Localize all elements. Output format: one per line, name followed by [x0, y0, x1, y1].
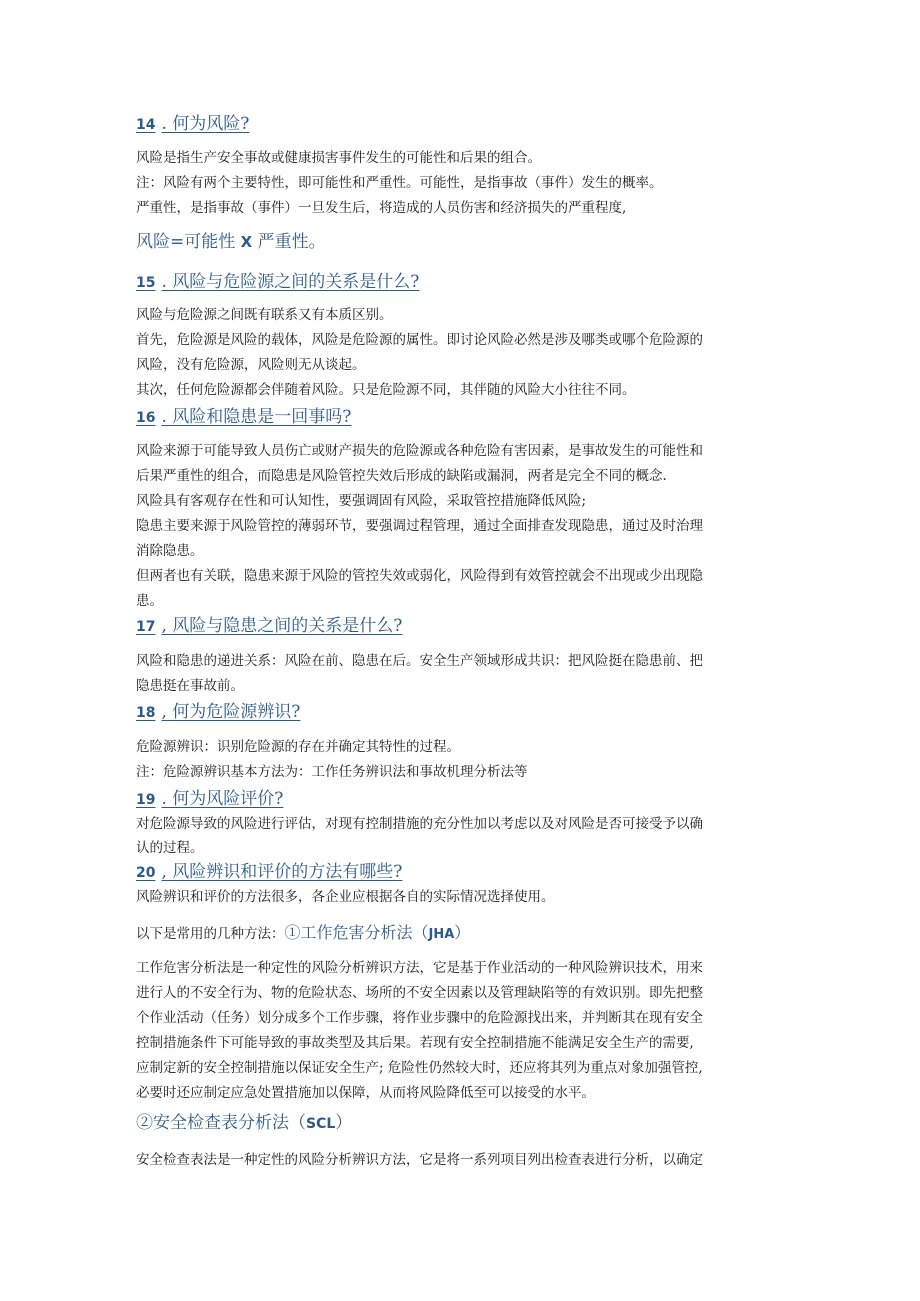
question-number: 14 — [136, 117, 156, 133]
paragraph-line: 隐患挺在事故前。 — [136, 678, 244, 694]
formula-post: 严重性。 — [252, 232, 326, 252]
paragraph-line: 个作业活动（任务）划分成多个工作步骤，将作业步骤中的危险源找出来，并判断其在现有安全 — [136, 1010, 703, 1026]
question-number: 15 — [136, 275, 156, 291]
paragraph-line: 对危险源导致的风险进行评估，对现有控制措施的充分性加以考虑以及对风险是否可接受予以确 — [136, 816, 703, 832]
question-title: , 风险辨识和评价的方法有哪些? — [161, 862, 403, 882]
question-title: . 风险和隐患是一回事吗? — [161, 407, 352, 427]
question-number: 20 — [136, 865, 156, 881]
paragraph-line: 必要时还应制定应急处置措施加以保障，从而将风险降低至可以接受的水平。 — [136, 1085, 595, 1101]
question-20-heading — [136, 861, 786, 884]
question-16-heading — [136, 406, 786, 429]
methods-intro-text: 以下是常用的几种方法： — [136, 926, 285, 942]
paragraph-line: 进行人的不安全行为、物的危险状态、场所的不安全因素以及管理缺陷等的有效识别。即先把整 — [136, 985, 703, 1001]
method-scl-abbr: SCL — [306, 1116, 336, 1132]
question-number: 18 — [136, 705, 156, 721]
formula-x: X — [240, 233, 253, 251]
paragraph-line: 严重性，是指事故（事件）一旦发生后，将造成的人员伤害和经济损失的严重程度, — [136, 200, 627, 216]
paragraph-line: 应制定新的安全控制措施以保证安全生产; 危险性仍然较大时，还应将其列为重点对象加强管控, — [136, 1060, 703, 1076]
paragraph-line: 风险和隐患的递进关系：风险在前、隐患在后。安全生产领域形成共识：把风险挺在隐患前、把 — [136, 653, 703, 669]
question-number: 16 — [136, 410, 156, 426]
risk-formula — [136, 231, 786, 253]
paragraph-line: 注：危险源辨识基本方法为：工作任务辨识法和事故机理分析法等 — [136, 764, 528, 780]
paragraph-line: 风险是指生产安全事故或健康损害事件发生的可能性和后果的组合。 — [136, 150, 541, 166]
question-number: 17 — [136, 619, 156, 635]
question-14-heading — [136, 113, 786, 136]
paragraph-line: 首先，危险源是风险的载体，风险是危险源的属性。即讨论风险必然是涉及哪类或哪个危险源的 — [136, 332, 703, 348]
methods-intro — [136, 920, 786, 948]
question-number: 19 — [136, 792, 156, 808]
formula-pre: 风险=可能性 — [136, 232, 241, 252]
paragraph-line: 风险，没有危险源，风险则无从谈起。 — [136, 357, 366, 373]
paragraph-line: 风险辨识和评价的方法很多，各企业应根据各自的实际情况选择使用。 — [136, 889, 555, 905]
paragraph-line: 风险具有客观存在性和可认知性，要强调固有风险，采取管控措施降低风险; — [136, 493, 587, 509]
paragraph-line: 但两者也有关联，隐患来源于风险的管控失效或弱化，风险得到有效管控就会不出现或少出现隐 — [136, 568, 703, 584]
question-title: . 何为风险评价? — [161, 789, 284, 809]
method-jha-label: ①工作危害分析法（ — [284, 923, 429, 942]
paragraph-line: 风险与危险源之间既有联系又有本质区别。 — [136, 307, 393, 323]
question-title: , 风险与隐患之间的关系是什么? — [161, 616, 403, 636]
method-scl-title — [136, 1112, 786, 1135]
question-17-heading — [136, 615, 786, 638]
question-18-heading — [136, 701, 786, 724]
question-title: . 风险与危险源之间的关系是什么? — [161, 272, 420, 292]
paragraph-line: 注：风险有两个主要特性，即可能性和严重性。可能性，是指事故（事件）发生的概率。 — [136, 175, 663, 191]
paragraph-line: 其次，任何危险源都会伴随着风险。只是危险源不同，其伴随的风险大小往往不同。 — [136, 382, 636, 398]
paragraph-line: 认的过程。 — [136, 840, 204, 856]
paragraph-line: 安全检查表法是一种定性的风险分析辨识方法，它是将一系列项目列出检查表进行分析，以确定 — [136, 1152, 703, 1168]
question-title: . 何为风险? — [161, 114, 250, 134]
method-jha-close: ） — [454, 923, 471, 942]
paragraph-line: 危险源辨识：识别危险源的存在并确定其特性的过程。 — [136, 739, 460, 755]
method-jha-title — [285, 923, 471, 942]
question-19-heading — [136, 788, 786, 811]
paragraph-line: 隐患主要来源于风险管控的薄弱环节，要强调过程管理，通过全面排查发现隐患，通过及时治理 — [136, 518, 703, 534]
method-scl-label: ②安全检查表分析法（ — [136, 1113, 306, 1133]
paragraph-line: 风险来源于可能导致人员伤亡或财产损失的危险源或各种危险有害因素，是事故发生的可能性和 — [136, 443, 703, 459]
question-15-heading — [136, 271, 786, 294]
method-jha-abbr: JHA — [428, 927, 455, 942]
paragraph-line: 消除隐患。 — [136, 543, 204, 559]
paragraph-line: 患。 — [136, 593, 163, 609]
paragraph-line: 控制措施条件下可能导致的事故类型及其后果。若现有安全控制措施不能满足安全生产的需要, — [136, 1035, 694, 1051]
question-title: , 何为危险源辨识? — [161, 702, 301, 722]
paragraph-line: 工作危害分析法是一种定性的风险分析辨识方法，它是基于作业活动的一种风险辨识技术，用来 — [136, 960, 703, 976]
method-scl-close: ） — [335, 1113, 353, 1133]
paragraph-line: 后果严重性的组合，而隐患是风险管控失效后形成的缺陷或漏洞，两者是完全不同的概念. — [136, 468, 667, 484]
